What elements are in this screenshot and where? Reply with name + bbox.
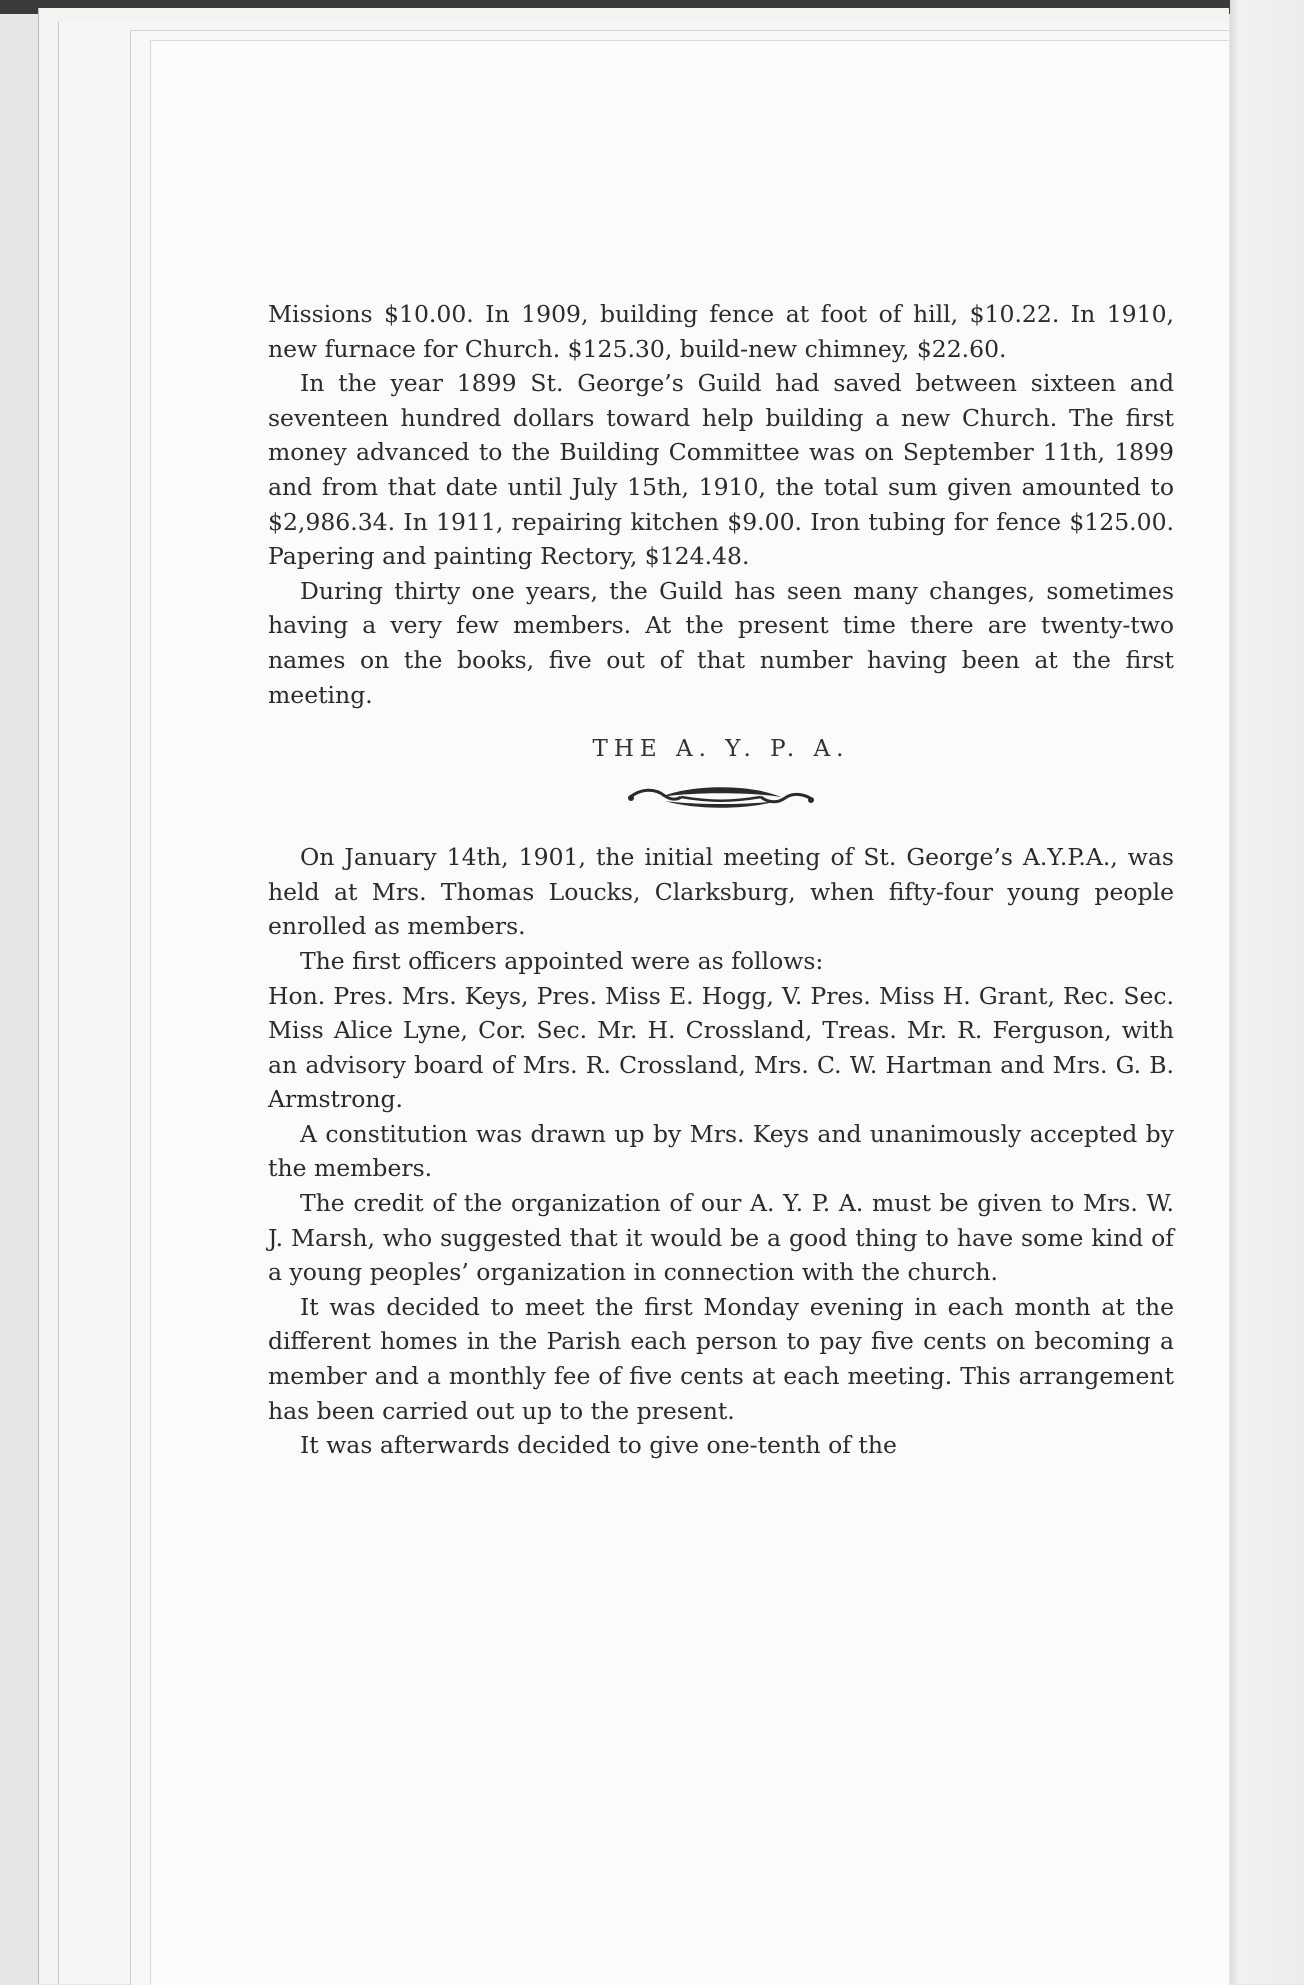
body-paragraph: It was decided to meet the first Monday evening in each month at the different homes in the Parish each person to pay five cents on becoming a member and a monthly fee of five cents at each meeting. This arrangement has been carried out up to the present. (268, 1292, 1174, 1425)
body-paragraph: The credit of the organization of our A. Y. P. A. must be given to Mrs. W. J. Marsh, who suggested that it would be a good thing to have some kind of a young peoples’ organization in connection with the church. (268, 1189, 1174, 1287)
body-paragraph: It was afterwards decided to give one-tenth of the (300, 1431, 897, 1460)
body-paragraph: In the year 1899 St. George’s Guild had saved between sixteen and seventeen hundred dollars toward help building a new Church. The first money advanced to the Building Committee was on September 11th, 1899 and from that date until July 15th, 1910, the total sum given amounted to $2,986.34. In 1911, repairing kitchen $9.00. Iron tubing for fence $125.00. Papering and painting Rectory, $124.48. (268, 369, 1174, 571)
decorative-scroll-ornament-icon (621, 780, 821, 814)
body-paragraph: During thirty one years, the Guild has seen many changes, sometimes having a very few members. At the present time there are twenty-two names on the books, five out of that number having been at the first meeting. (268, 576, 1174, 709)
scan-right-margin (1230, 0, 1304, 1984)
officers-list-paragraph: Hon. Pres. Mrs. Keys, Pres. Miss E. Hogg, V. Pres. Miss H. Grant, Rec. Sec. Miss Alice Lyne, Cor. Sec. Mr. H. Crossland, Treas. Mr. R. Ferguson, with an advisory board of Mrs. R. Crossland, Mrs. C. W. Hartman and Mrs. G. B. Armstrong. (268, 981, 1174, 1114)
section-heading: THE A. Y. P. A. (592, 736, 850, 763)
page-text-column (268, 297, 1174, 1463)
body-paragraph: The first officers appointed were as follows: (300, 946, 824, 975)
body-paragraph: A constitution was drawn up by Mrs. Keys and unanimously accepted by the members. (268, 1119, 1174, 1183)
body-paragraph: On January 14th, 1901, the initial meeting of St. George’s A.Y.P.A., was held at Mrs. Thomas Loucks, Clarksburg, when fifty-four young people enrolled as members. (268, 843, 1174, 941)
body-paragraph: Missions $10.00. In 1909, building fence at foot of hill, $10.22. In 1910, new furnace for Church. $125.30, build-new chimney, $22.60. (268, 300, 1174, 363)
